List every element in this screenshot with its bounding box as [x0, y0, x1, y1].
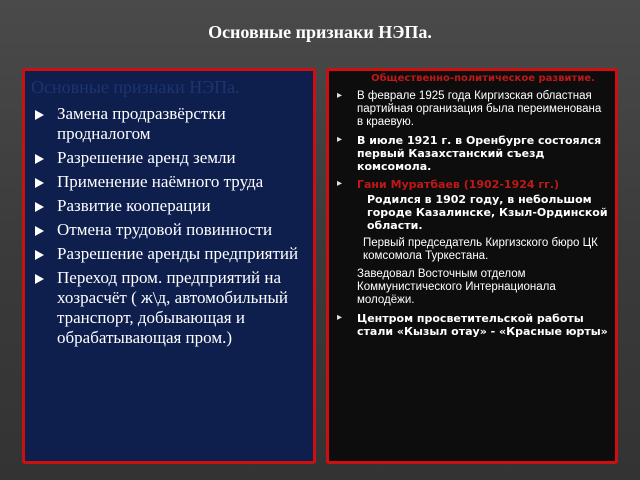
list-item-text: В июле 1921 г. в Оренбурге состоялся первый Казахстанский съезд комсомола. [357, 134, 602, 173]
list-item [337, 134, 609, 173]
arrow-bullet-icon: ▸ [337, 312, 343, 323]
right-panel-heading: Общественно-политическое развитие. [371, 73, 595, 84]
triangle-bullet-icon [35, 250, 44, 260]
list-item-text: Разрешение аренды предприятий [57, 244, 299, 263]
triangle-bullet-icon [35, 226, 44, 236]
features-list [31, 104, 309, 352]
list-item-text: Развитие кооперации [57, 196, 211, 215]
list-item [31, 104, 309, 144]
list-item [337, 90, 609, 129]
triangle-bullet-icon [35, 154, 44, 164]
list-item [31, 196, 309, 216]
list-item [31, 148, 309, 168]
left-panel-heading: Основные признаки НЭПа. [31, 77, 240, 97]
list-item-text: Применение наёмного труда [57, 172, 264, 191]
triangle-bullet-icon [35, 202, 44, 212]
list-item-text: Центром просветительской работы стали «Кызыл отау» - «Красные юрты» [357, 312, 608, 338]
list-item [31, 220, 309, 240]
list-item-text: Замена продразвёрстки продналогом [57, 104, 226, 143]
arrow-bullet-icon: ▸ [337, 90, 343, 101]
list-item [31, 244, 309, 264]
triangle-bullet-icon [35, 178, 44, 188]
person-name: Гани Муратбаев (1902-1924 гг.) [357, 178, 560, 191]
biography-paragraph: Заведовал Восточным отделом Коммунистического Интернационала молодёжи. [357, 268, 556, 306]
arrow-bullet-icon: ▸ [337, 134, 343, 145]
right-panel [326, 68, 618, 464]
right-panel-content [337, 73, 609, 338]
list-item-text: Разрешение аренд земли [57, 148, 236, 167]
slide-title: Основные признаки НЭПа. [208, 22, 432, 42]
list-item-text: В феврале 1925 года Киргизская областная партийная организация была переименована в краевую. [357, 90, 602, 128]
list-item [337, 178, 609, 232]
list-item [337, 312, 609, 338]
arrow-bullet-icon: ▸ [337, 178, 343, 189]
triangle-bullet-icon [35, 274, 44, 284]
list-item [31, 268, 309, 348]
list-item [31, 172, 309, 192]
biography-text: Родился в 1902 году, в небольшом городе Казалинске, Кзыл-Ординской области. [367, 193, 608, 232]
left-panel [22, 68, 316, 464]
triangle-bullet-icon [35, 110, 44, 120]
biography-paragraph: Первый председатель Киргизского бюро ЦК комсомола Туркестана. [363, 237, 598, 262]
list-item-text: Отмена трудовой повинности [57, 220, 273, 239]
list-item-text: Переход пром. предприятий на хозрасчёт ( ж\д, автомобильный транспорт, добывающая и обрабатывающая пром.) [57, 268, 289, 347]
